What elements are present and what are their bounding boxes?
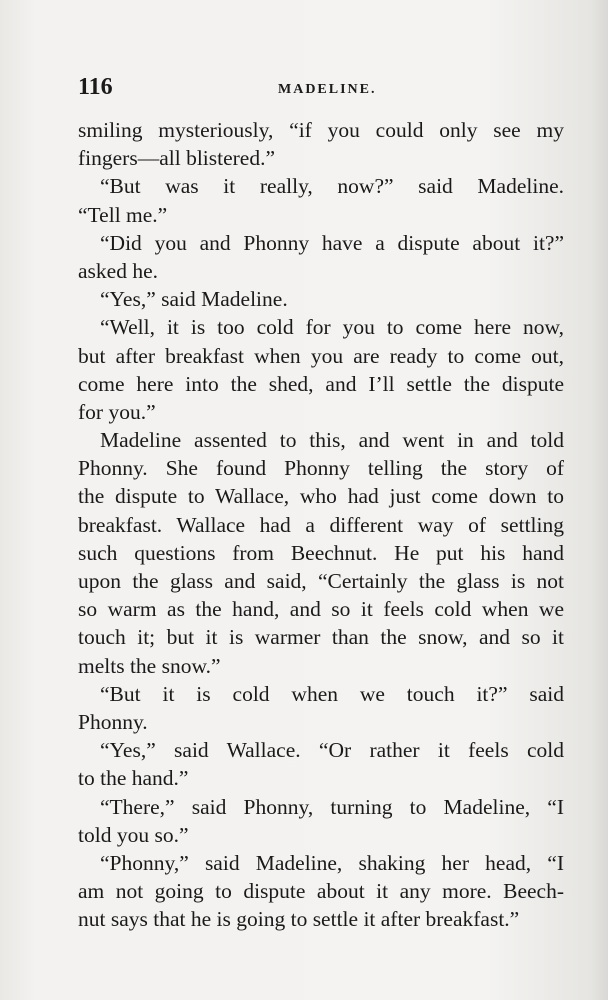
text-line: Madeline assented to this, and went in and told xyxy=(100,428,564,453)
text-line: to the hand.” xyxy=(78,766,189,791)
text-line: nut says that he is going to settle it after breakfast.” xyxy=(78,907,520,932)
text-line: told you so.” xyxy=(78,822,189,847)
text-line: for you.” xyxy=(78,399,156,424)
text-line: the dispute to Wallace, who had just come down to xyxy=(78,484,564,509)
text-line: “Well, it is too cold for you to come here now, xyxy=(100,315,564,340)
page-number: 116 xyxy=(78,74,113,100)
text-line: am not going to dispute about it any more. Beech- xyxy=(78,879,564,904)
text-line: “Tell me.” xyxy=(78,202,168,227)
text-line: asked he. xyxy=(78,258,158,283)
text-line: “Did you and Phonny have a dispute about it?” xyxy=(100,230,564,255)
text-line: Phonny. xyxy=(78,709,148,734)
text-line: “There,” said Phonny, turning to Madeline, “I xyxy=(100,794,564,819)
text-line: “Yes,” said Wallace. “Or rather it feels cold xyxy=(100,738,564,763)
text-line: but after breakfast when you are ready to come out, xyxy=(78,343,564,368)
text-line: “Phonny,” said Madeline, shaking her head, “I xyxy=(100,850,564,875)
text-line: “But was it really, now?” said Madeline. xyxy=(100,174,564,199)
text-line: breakfast. Wallace had a different way of settling xyxy=(78,512,564,537)
text-line: “But it is cold when we touch it?” said xyxy=(100,681,564,706)
body-text xyxy=(78,116,564,933)
running-title: MADELINE. xyxy=(278,82,377,97)
text-line: fingers—all blistered.” xyxy=(78,146,276,171)
text-line: melts the snow.” xyxy=(78,653,221,678)
text-line: “Yes,” said Madeline. xyxy=(100,287,288,312)
page-header xyxy=(78,74,564,104)
text-line: come here into the shed, and I’ll settle the dispute xyxy=(78,371,564,396)
text-line: Phonny. She found Phonny telling the story of xyxy=(78,456,564,481)
text-line: such questions from Beechnut. He put his hand xyxy=(78,540,564,565)
text-line: touch it; but it is warmer than the snow, and so it xyxy=(78,625,564,650)
text-line: smiling mysteriously, “if you could only see my xyxy=(78,118,564,142)
text-line: upon the glass and said, “Certainly the glass is not xyxy=(78,569,564,593)
text-line: so warm as the hand, and so it feels cold when we xyxy=(78,597,564,622)
